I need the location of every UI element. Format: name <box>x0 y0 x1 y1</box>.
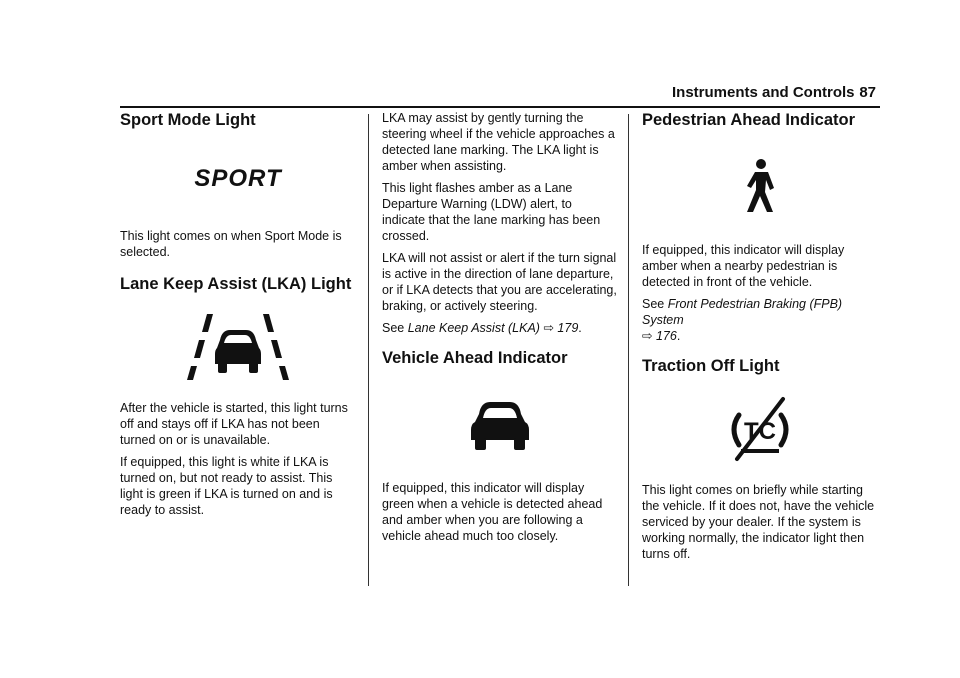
pedestrian-see-page[interactable]: 176 <box>655 329 677 343</box>
lka-icon <box>120 294 356 400</box>
arrow-right-icon: ⇨ <box>642 329 653 343</box>
pedestrian-see-reference <box>642 296 878 344</box>
traction-off-body: This light comes on briefly while starting the vehicle. If it does not, have the vehicle serviced by your dealer. If the system is working normally, the indicator light then turns off. <box>642 483 875 561</box>
lka-body-2: If equipped, this light is white if LKA is turned on, but not ready to assist. This light is green if LKA is turned on and is ready to assist. <box>120 455 333 517</box>
sport-mode-heading: Sport Mode Light <box>120 111 256 129</box>
column-divider-right <box>628 114 629 586</box>
pedestrian-see-prefix: See <box>642 297 668 311</box>
pedestrian-see-link[interactable]: Front Pedestrian Braking (FPB) System <box>642 297 843 327</box>
column-2 <box>382 110 618 550</box>
column-1 <box>120 110 356 524</box>
lka-see-prefix: See <box>382 321 408 335</box>
lka-body-4: This light flashes amber as a Lane Departure Warning (LDW) alert, to indicate that the lane marking has been crossed. <box>382 181 601 243</box>
pedestrian-icon <box>642 130 878 242</box>
sport-icon-text: SPORT <box>194 165 282 192</box>
vehicle-ahead-icon <box>382 368 618 480</box>
lka-see-link[interactable]: Lane Keep Assist (LKA) <box>407 321 540 335</box>
lka-see-page[interactable]: 179 <box>557 321 579 335</box>
lka-body-3: LKA may assist by gently turning the steering wheel if the vehicle approaches a detected lane marking. The LKA light is amber when assisting. <box>382 111 615 173</box>
lka-body-1: After the vehicle is started, this light turns off and stays off if LKA has not been turned on or is unavailable. <box>120 401 348 447</box>
lka-see-reference <box>382 320 618 336</box>
lka-heading: Lane Keep Assist (LKA) Light <box>120 275 352 293</box>
lka-see-suffix: . <box>578 321 582 335</box>
traction-off-icon <box>642 376 878 482</box>
lka-body-5: LKA will not assist or alert if the turn signal is active in the direction of lane departure, or if LKA detects that you are accelerating, braking, or actively steering. <box>382 251 617 313</box>
column-divider-left <box>368 114 369 586</box>
traction-off-heading: Traction Off Light <box>642 357 780 375</box>
sport-mode-body: This light comes on when Sport Mode is selected. <box>120 229 342 259</box>
sport-icon <box>120 130 356 228</box>
pedestrian-body: If equipped, this indicator will display amber when a nearby pedestrian is detected in front of the vehicle. <box>642 243 845 289</box>
arrow-right-icon: ⇨ <box>543 321 554 335</box>
pedestrian-ahead-heading: Pedestrian Ahead Indicator <box>642 111 856 129</box>
column-3 <box>642 110 878 568</box>
header-rule <box>120 106 880 108</box>
traction-icon-text: TC <box>744 418 776 445</box>
pedestrian-see-suffix: . <box>676 329 681 343</box>
vehicle-ahead-heading: Vehicle Ahead Indicator <box>382 349 568 367</box>
vehicle-ahead-body: If equipped, this indicator will display green when a vehicle is detected ahead and amber when you are following a vehicle ahead much too closely. <box>382 481 603 543</box>
page-number: 87 <box>859 84 876 101</box>
header-section-title: Instruments and Controls <box>672 84 855 101</box>
